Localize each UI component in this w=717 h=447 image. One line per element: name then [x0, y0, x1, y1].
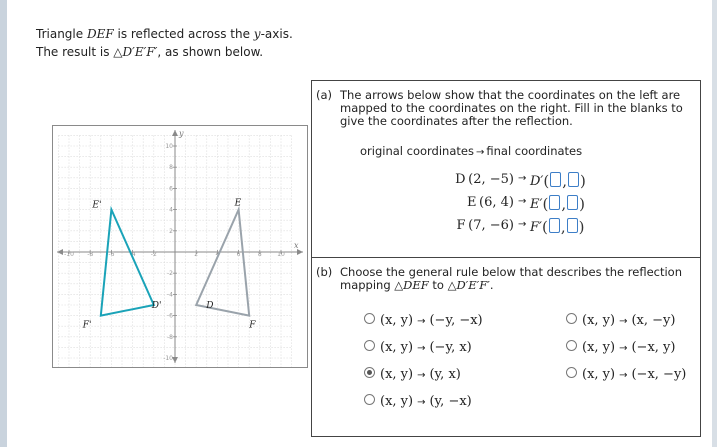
part-b-end: . — [489, 278, 494, 292]
radio-button[interactable] — [566, 367, 577, 378]
y-axis-arrow-icon — [172, 130, 178, 136]
point-f: F (7, −6) — [456, 218, 514, 233]
intro-text: The result is — [36, 45, 114, 59]
x-tick-label: 6 — [236, 251, 241, 258]
arrow-icon: → — [417, 343, 426, 354]
label-f: F — [249, 320, 256, 331]
coordinate-graph — [52, 125, 308, 368]
problem-intro — [36, 25, 293, 61]
image-e-prime: E′( , ) — [530, 195, 585, 213]
rule-option-neg-y-neg-x[interactable] — [364, 313, 483, 328]
rule-to: (−y, x) — [429, 340, 472, 355]
y-tick-label: 10 — [165, 143, 173, 150]
image-d-prime: D′( , ) — [530, 172, 586, 190]
label-e-prime: E' — [92, 200, 102, 211]
rule-option-neg-y-x[interactable] — [364, 340, 472, 355]
arrow-icon: → — [518, 219, 527, 230]
x-axis-label: x — [294, 241, 299, 250]
rule-to: (x, −y) — [631, 313, 676, 328]
y-tick-label: -10 — [163, 355, 173, 362]
label-d: D — [206, 301, 214, 311]
mapping-header — [360, 144, 582, 158]
intro-line-2 — [36, 43, 293, 61]
rule-option-neg-x-neg-y[interactable] — [566, 367, 686, 382]
part-b-text — [340, 266, 694, 292]
triangle-name: DEF — [86, 27, 114, 41]
triangle-d-prime: △D′E′F′ — [447, 278, 490, 292]
arrow-icon: → — [417, 316, 426, 327]
rule-to: (−y, −x) — [429, 313, 483, 328]
part-b-text-a: Choose the general rule below that describes the reflection mapping — [340, 265, 683, 292]
x-tick-label: -6 — [108, 251, 115, 258]
graph-svg — [53, 126, 307, 367]
part-a-instructions — [316, 89, 694, 128]
radio-button[interactable] — [566, 313, 577, 324]
rule-from: (x, y) — [380, 313, 414, 328]
intro-text: , as shown below. — [157, 45, 264, 59]
left-edge-bar — [0, 0, 7, 447]
label-f-prime: F' — [82, 320, 92, 331]
y-tick-label: -2 — [167, 270, 173, 278]
x-tick-label: -2 — [150, 251, 157, 258]
intro-text: -axis. — [260, 27, 293, 41]
point-d: D (2, −5) — [455, 172, 514, 187]
y-tick-label: -8 — [167, 333, 173, 341]
mapping-row-e — [408, 194, 608, 214]
radio-button-selected[interactable] — [364, 367, 375, 378]
part-a — [312, 81, 700, 258]
rule-from: (x, y) — [582, 340, 616, 355]
d-prime-y-input[interactable] — [568, 172, 579, 187]
answer-panel — [311, 80, 701, 437]
part-a-text: The arrows below show that the coordinates on the left are mapped to the coordinates on the right. Fill in the blanks to give the coordinates after the reflection. — [340, 88, 683, 128]
image-f-prime: F′( , ) — [530, 218, 585, 236]
intro-line-1 — [36, 25, 293, 43]
final-coordinates-label: final coordinates — [486, 144, 583, 158]
point-label: D′ — [530, 174, 544, 189]
x-tick-label: 10 — [277, 251, 285, 258]
arrow-icon: → — [518, 196, 527, 207]
radio-button[interactable] — [364, 394, 375, 405]
x-tick-label: 2 — [194, 251, 199, 258]
part-a-label: (a) — [316, 88, 333, 102]
mapping-row-d — [408, 171, 608, 191]
rule-to: (y, x) — [429, 367, 461, 382]
radio-button[interactable] — [364, 340, 375, 351]
triangle-def — [196, 210, 249, 316]
part-b-label: (b) — [316, 265, 333, 279]
point-e: E (6, 4) — [466, 195, 514, 210]
label-d-prime: D' — [151, 301, 162, 311]
radio-button[interactable] — [566, 340, 577, 351]
f-prime-y-input[interactable] — [567, 218, 578, 233]
e-prime-x-input[interactable] — [549, 195, 560, 210]
d-prime-x-input[interactable] — [550, 172, 561, 187]
arrow-icon: → — [417, 397, 426, 408]
rule-option-x-neg-y[interactable] — [566, 313, 675, 328]
x-tick-label: 8 — [257, 251, 262, 258]
rule-to: (y, −x) — [429, 394, 472, 409]
x-tick-label: -4 — [129, 251, 136, 258]
arrow-icon: → — [475, 147, 485, 158]
rule-option-y-neg-x[interactable] — [364, 394, 472, 409]
y-tick-label: 2 — [169, 227, 173, 235]
arrow-icon: → — [518, 173, 527, 184]
axis-name: y — [253, 27, 261, 41]
radio-button[interactable] — [364, 313, 375, 324]
f-prime-x-input[interactable] — [549, 218, 560, 233]
rule-from: (x, y) — [582, 367, 616, 382]
rule-option-y-x[interactable] — [364, 367, 461, 382]
arrow-icon: → — [619, 316, 628, 327]
rule-to: (−x, −y) — [631, 367, 687, 382]
intro-text: Triangle — [36, 27, 87, 41]
rule-to: (−x, y) — [631, 340, 676, 355]
part-b-instructions — [316, 266, 694, 292]
part-b-to: to — [428, 278, 448, 292]
rule-from: (x, y) — [380, 367, 414, 382]
x-tick-label: 4 — [215, 251, 220, 258]
point-label: E′ — [530, 197, 543, 212]
x-axis-arrow-icon — [57, 249, 63, 255]
arrow-icon: → — [619, 343, 628, 354]
label-e: E — [234, 198, 242, 209]
arrow-icon: → — [417, 370, 426, 381]
mapping-row-f — [408, 217, 608, 237]
point-label: F′ — [530, 220, 542, 235]
triangle-def: △DEF — [394, 278, 429, 292]
e-prime-y-input[interactable] — [567, 195, 578, 210]
rule-option-neg-x-y[interactable] — [566, 340, 675, 355]
right-scrollbar[interactable] — [712, 0, 717, 447]
rule-from: (x, y) — [582, 313, 616, 328]
original-coordinates-label: original coordinates — [360, 144, 474, 158]
rule-from: (x, y) — [380, 340, 414, 355]
y-axis-label: y — [179, 129, 184, 138]
arrow-icon: → — [619, 370, 628, 381]
x-tick-label: -10 — [64, 251, 74, 258]
y-tick-label: -4 — [167, 291, 173, 299]
y-tick-label: -6 — [167, 312, 173, 320]
x-tick-label: -8 — [87, 251, 94, 258]
part-b — [312, 258, 700, 436]
intro-text: is reflected across the — [113, 27, 254, 41]
triangle-image-name: △D′E′F′ — [113, 45, 158, 59]
y-tick-label: 6 — [169, 185, 173, 193]
y-tick-label: 4 — [169, 206, 173, 214]
rule-from: (x, y) — [380, 394, 414, 409]
y-tick-label: 8 — [169, 164, 173, 172]
